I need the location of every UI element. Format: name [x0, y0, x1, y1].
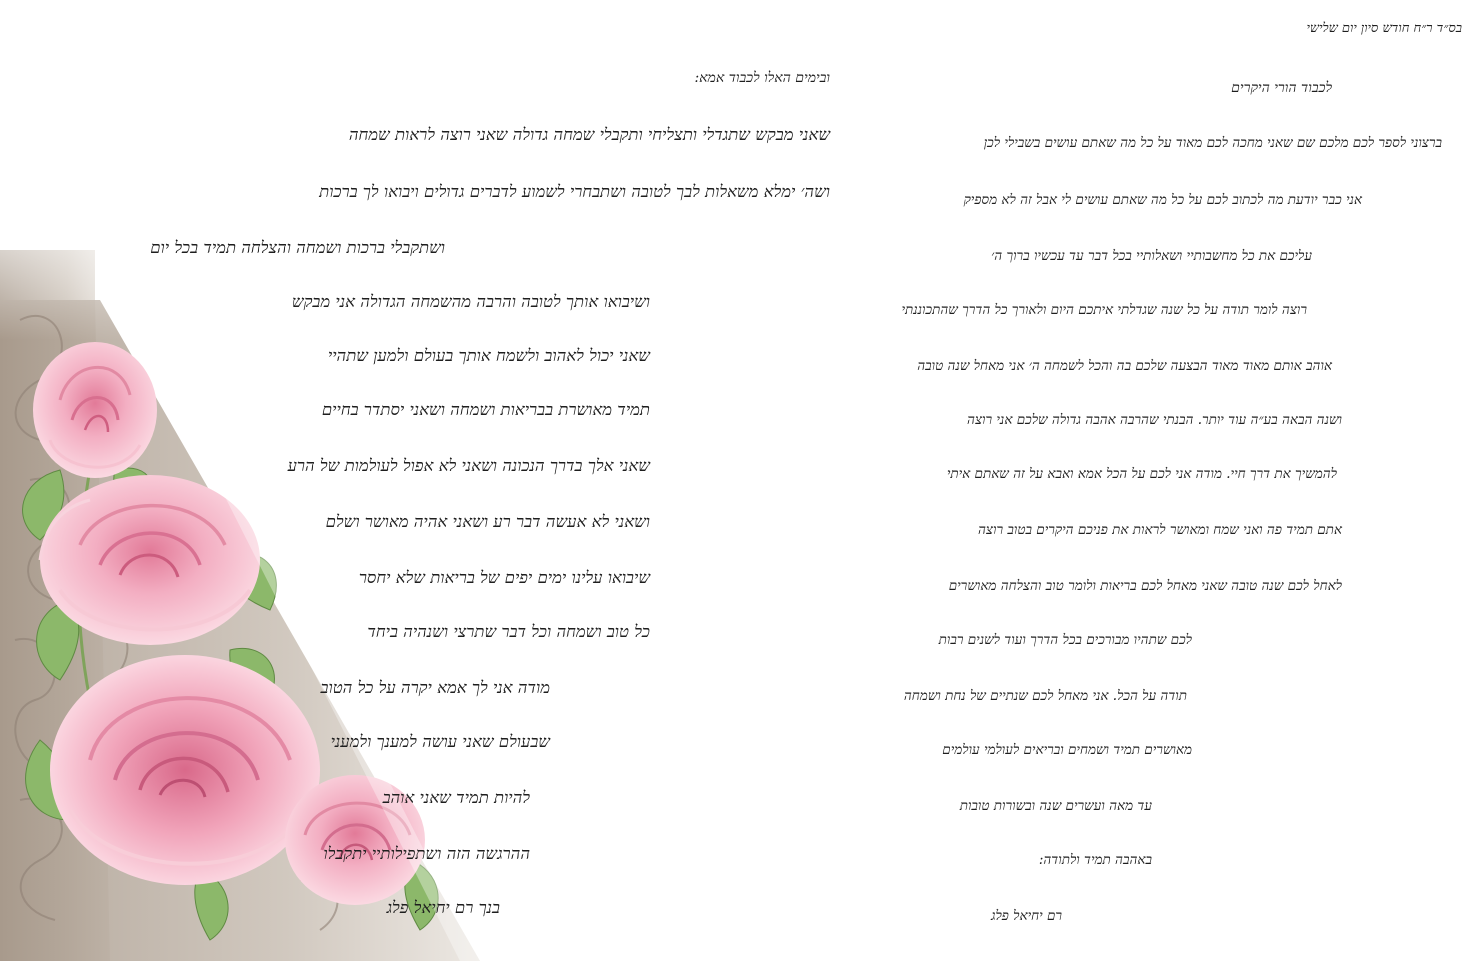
- letter-line: מודה אני לך אמא יקרה על כל הטוב: [320, 678, 550, 697]
- letter-greeting: לכבוד הורי היקרים: [1231, 80, 1332, 96]
- letter-line: להמשיך את דרך חיי. מודה אני לכם על הכל אמא ואבא על זה שאתם איתי: [946, 466, 1337, 482]
- letter-heading: ובימים האלו לכבוד אמא:: [694, 70, 830, 86]
- letter-line: ושנה הבאה בע״ה עוד יותר. הבנתי שהרבה אהבה גדולה שלכם אני רוצה: [967, 412, 1342, 428]
- letter-line: ברצוני לספר לכם מלכם שם שאני מחכה לכם מאוד על כל מה שאתם עושים בשבילי לכן: [983, 135, 1442, 151]
- letter-to-parents: [800, 0, 1482, 961]
- letter-line: ושיבואו אותך לטובה והרבה מהשמחה הגדולה אני מבקש: [291, 292, 650, 311]
- letter-line: אני כבר יודעת מה לכתוב לכם על כל מה שאתם עושים לי אבל זה לא מספיק: [963, 192, 1362, 208]
- letter-closing: באהבה תמיד ולתודה:: [1038, 852, 1152, 868]
- letter-line: תמיד מאושרת בבריאות ושמחה ושאני יסתדר בחיים: [321, 400, 650, 419]
- letter-line: שאני יכול לאהוב ולשמח אותך בעולם ולמען שתהיי: [327, 346, 650, 365]
- letter-line: אתם תמיד פה ואני שמח ומאושר לראות את פניכם היקרים בטוב רוצה: [978, 522, 1342, 538]
- letter-line: שבעולם שאני עושה למענך ולמעני: [330, 732, 550, 751]
- letter-line: שאני מבקש שתגדלי ותצליחי ותקבלי שמחה גדולה שאני רוצה לראות שמחה: [348, 125, 830, 144]
- letter-line: לאחל לכם שנה טובה שאני מאחל לכם בריאות ולומר טוב והצלחה מאושרים: [948, 578, 1342, 594]
- letter-line: לכם שתהיו מבורכים בכל הדרך ועוד לשנים רבות: [938, 632, 1192, 648]
- letter-line: תודה על הכל. אני מאחל לכם שנתיים של נחת ושמחה: [903, 688, 1187, 704]
- letter-line: שיבואו עלינו ימים יפים של בריאות שלא יחסר: [358, 568, 650, 587]
- letter-line: אוהב אותם מאוד מאוד הבצעה שלכם בה והכל לשמחה ה׳ אני מאחל שנה טובה: [917, 358, 1332, 374]
- letter-line: להיות תמיד שאני אוהב: [382, 788, 530, 807]
- letter-header: בס״ד ר״ח חודש סיון יום שלישי: [1306, 21, 1462, 36]
- letter-line: עד מאה ועשרים שנה ובשורות טובות: [959, 798, 1152, 814]
- letter-line: ושה׳ ימלא משאלות לבך לטובה ושתבחרי לשמוע לדברים גדולים ויבואו לך ברכות: [319, 182, 830, 201]
- letter-line: מאושרים תמיד ושמחים ובריאים לעולמי עולמים: [942, 742, 1192, 758]
- letter-line: עליכם את כל מחשבותיי ושאלותיי בכל דבר עד עכשיו ברוך ה׳: [991, 248, 1312, 264]
- letter-line: ושתקבלי ברכות ושמחה והצלחה תמיד בכל יום: [150, 238, 445, 257]
- letter-line: ושאני לא אעשה דבר רע ושאני אהיה מאושר ושלם: [325, 512, 650, 531]
- letter-line: כל טוב ושמחה וכל דבר שתרצי ושנהיה ביחד: [367, 622, 650, 641]
- letter-to-mother: [150, 0, 830, 961]
- letter-line: ההרגשה הזה ושתפילותיי יתקבלו: [323, 844, 530, 863]
- letter-line: שאני אלך בדרך הנכונה ושאני לא אפול לעולמות של הרע: [287, 456, 650, 475]
- letter-signature: בנך רם יחיאל פלג: [386, 898, 500, 917]
- letter-signature: רם יחיאל פלג: [991, 908, 1062, 924]
- letter-line: רוצה לומר תודה על כל שנה שגדלתי איתכם היום ולאורך כל הדרך שהתכוננתי: [901, 302, 1307, 318]
